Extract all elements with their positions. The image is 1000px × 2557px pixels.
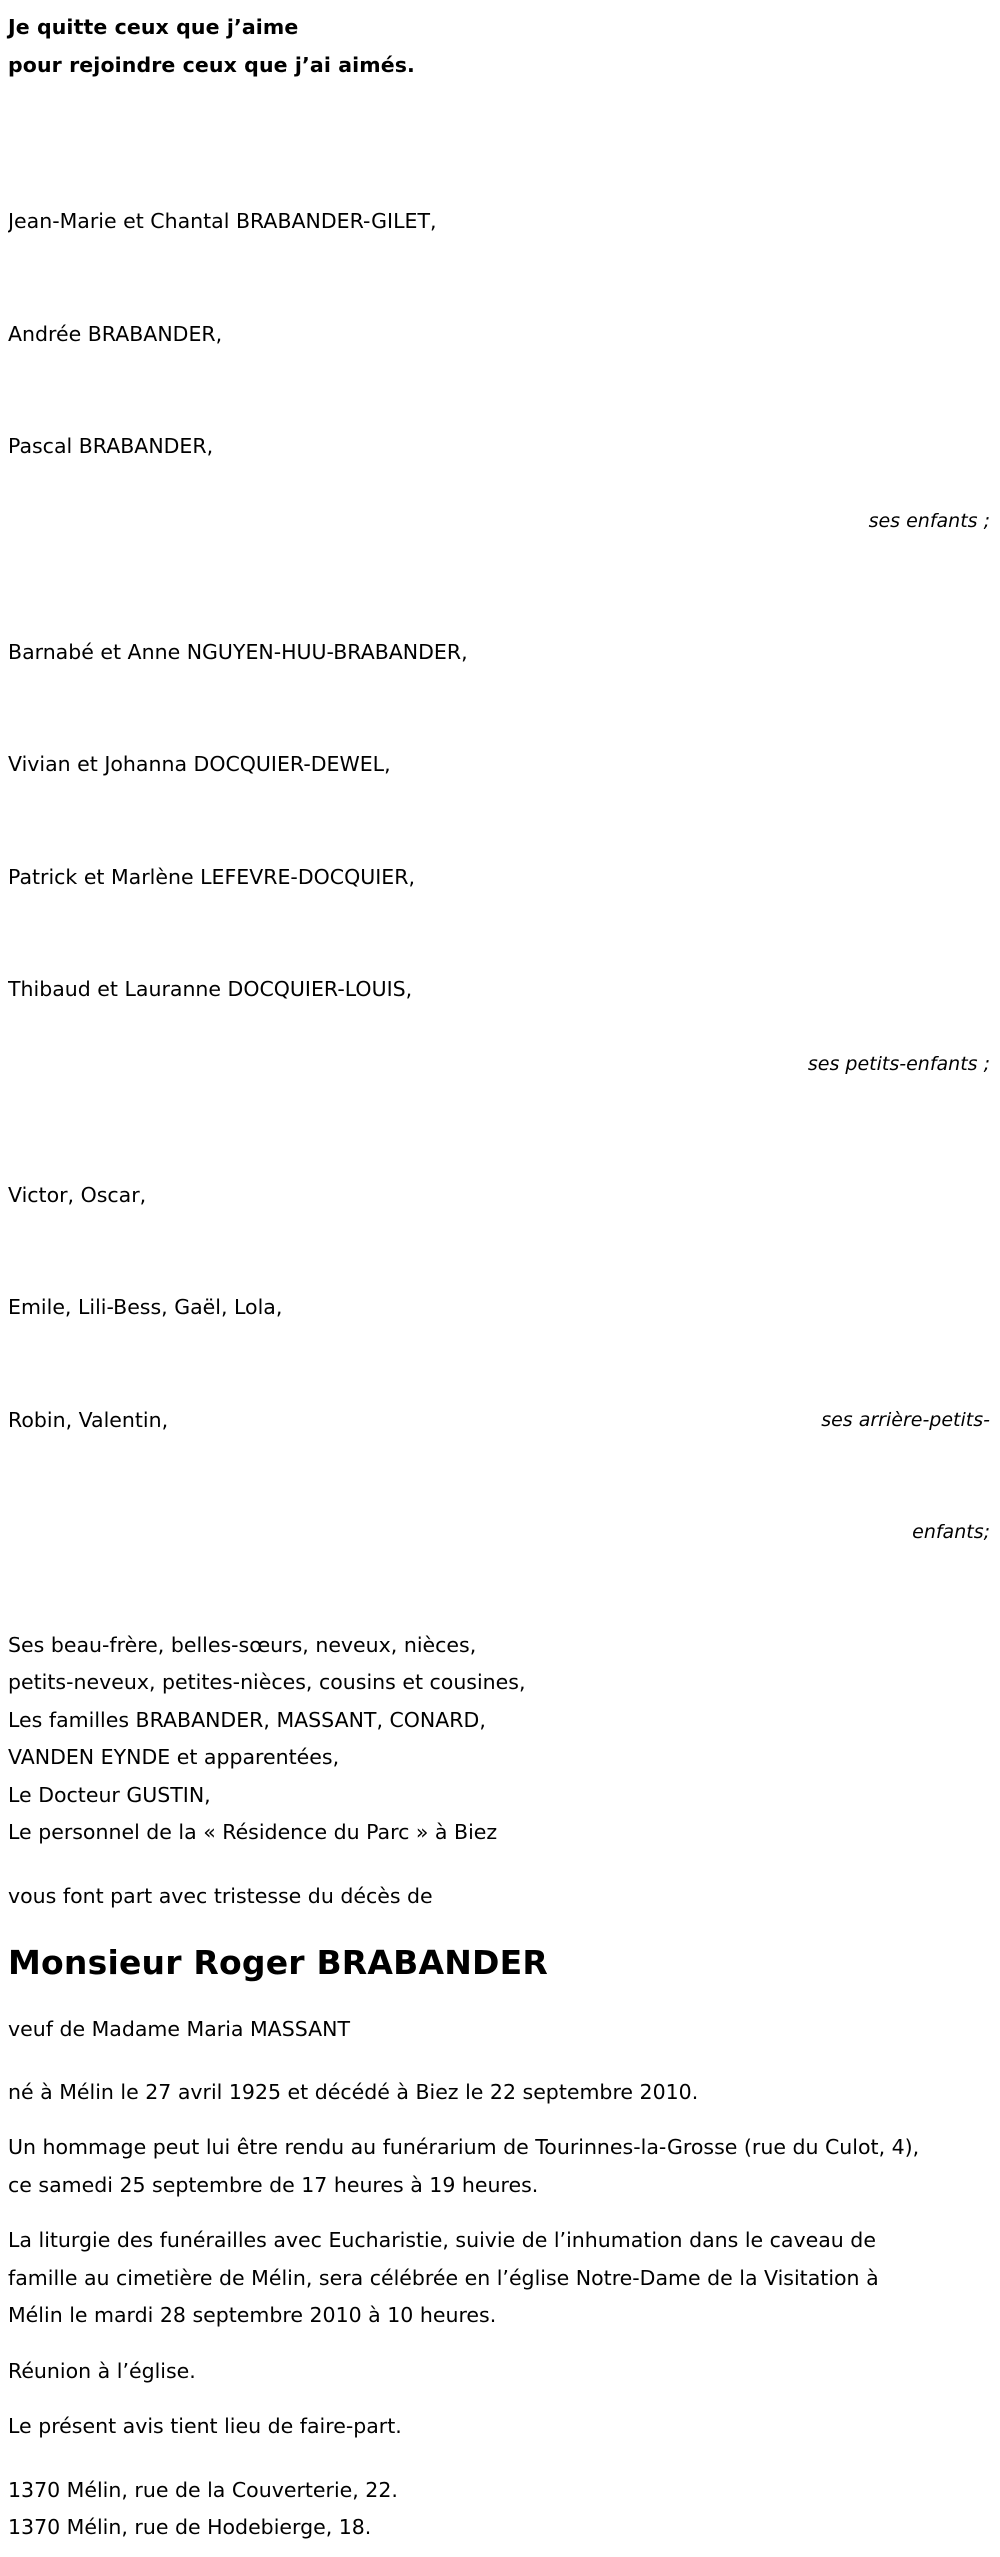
- spacer: [8, 1985, 990, 2011]
- relatives-line-2: petits-neveux, petites-nièces, cousins et cousines,: [8, 1670, 526, 1694]
- epigraph-line-2: pour rejoindre ceux que j’ai aimés.: [8, 53, 415, 77]
- spacer: [8, 1915, 990, 1941]
- spouse-text: veuf de Madame Maria MASSANT: [8, 2016, 350, 2041]
- relatives-line-5: Le Docteur GUSTIN,: [8, 1782, 211, 1807]
- great-grandchildren-name-2: Emile, Lili-Bess, Gaël, Lola,: [8, 1295, 283, 1319]
- relatives-line-6: Le personnel de la « Résidence du Parc » à Biez: [8, 1820, 498, 1844]
- grandchildren-role-label: ses petits-enfants ;: [807, 1053, 990, 1075]
- announcement-text: vous font part avec tristesse du décès de: [8, 1883, 433, 1908]
- spacer: [8, 2390, 990, 2408]
- great-grandchildren-name-3: Robin, Valentin,: [8, 1407, 169, 1432]
- grandchildren-name-1: Barnabé et Anne NGUYEN-HUU-BRABANDER,: [8, 639, 468, 664]
- children-group: [8, 128, 990, 541]
- relatives-line-3: Les familles BRABANDER, MASSANT, CONARD,: [8, 1707, 486, 1732]
- relatives-line-4: VANDEN EYNDE et apparentées,: [8, 1745, 340, 1769]
- birth-death-text: né à Mélin le 27 avril 1925 et décédé à Biez le 22 septembre 2010.: [8, 2079, 699, 2104]
- grandchildren-group: [8, 559, 990, 1084]
- children-name-2: Andrée BRABANDER,: [8, 321, 223, 346]
- spacer: [8, 2335, 990, 2353]
- deceased-name: Monsieur Roger BRABANDER: [8, 1942, 549, 1982]
- visitation-text: Un hommage peut lui être rendu au funérarium de Tourinnes-la-Grosse (rue du Culot, 4), ce samedi 25 septembre de 17 heures à 19 heures.: [8, 2135, 920, 2197]
- spacer: [8, 2111, 990, 2129]
- children-role-label: ses enfants ;: [868, 510, 990, 532]
- spacer: [8, 1852, 990, 1878]
- great-grandchildren-role-line-2: enfants;: [912, 1521, 990, 1543]
- notice-text: Le présent avis tient lieu de faire-part.: [8, 2414, 402, 2438]
- great-grandchildren-role-line-1: ses arrière-petits-: [821, 1408, 990, 1431]
- relatives-block: [8, 1627, 990, 1852]
- spacer: [8, 84, 990, 128]
- address-line-1: 1370 Mélin, rue de la Couverterie, 22.: [8, 2477, 398, 2502]
- liturgy-text: La liturgie des funérailles avec Eucharistie, suivie de l’inhumation dans le caveau de famille au cimetière de Mélin, sera célébrée en l’église Notre-Dame de la Visitation à Mélin le mardi 28 septembre 2010 à 10 heures.: [8, 2228, 879, 2327]
- spacer: [8, 541, 990, 559]
- children-name-3: Pascal BRABANDER,: [8, 434, 214, 458]
- gathering-text: Réunion à l’église.: [8, 2358, 196, 2383]
- epigraph-line-1: Je quitte ceux que j’aime: [8, 15, 299, 39]
- grandchildren-name-4: Thibaud et Lauranne DOCQUIER-LOUIS,: [8, 977, 413, 1001]
- great-grandchildren-role-label: [570, 1327, 990, 1627]
- relatives-line-1: Ses beau-frère, belles-sœurs, neveux, nièces,: [8, 1632, 477, 1657]
- spacer: [8, 2446, 990, 2472]
- spacer: [8, 2048, 990, 2074]
- great-grandchildren-group: [8, 1102, 990, 1627]
- spacer: [8, 1084, 990, 1102]
- grandchildren-name-2: Vivian et Johanna DOCQUIER-DEWEL,: [8, 752, 391, 776]
- grandchildren-names: [8, 559, 990, 1084]
- addresses-block: [8, 2472, 990, 2547]
- spacer: [8, 2204, 990, 2222]
- epigraph: [8, 8, 990, 84]
- great-grandchildren-name-1: Victor, Oscar,: [8, 1182, 147, 1207]
- grandchildren-name-3: Patrick et Marlène LEFEVRE-DOCQUIER,: [8, 864, 415, 889]
- children-names: [8, 128, 990, 541]
- address-line-2: 1370 Mélin, rue de Hodebierge, 18.: [8, 2515, 372, 2539]
- children-name-1: Jean-Marie et Chantal BRABANDER-GILET,: [8, 209, 437, 233]
